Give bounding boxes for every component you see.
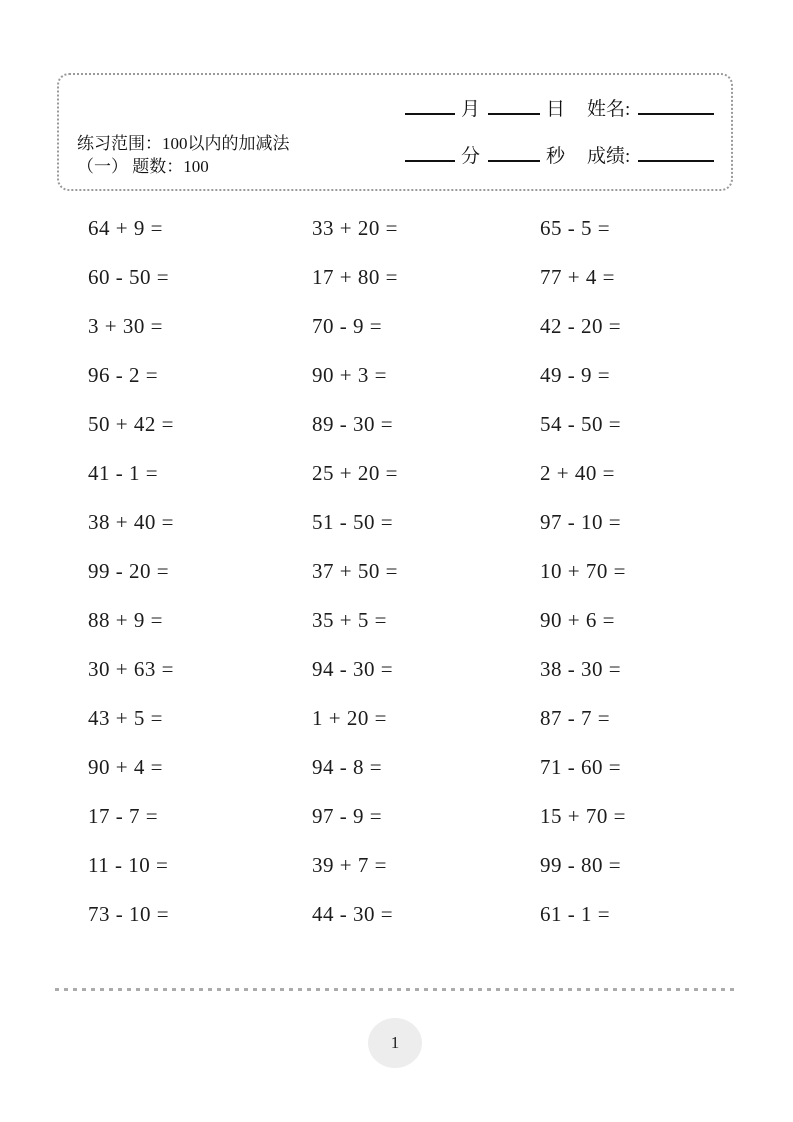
math-problem: 37 + 50 = xyxy=(312,559,398,583)
math-problem: 54 - 50 = xyxy=(540,412,622,436)
math-problem: 94 - 8 = xyxy=(312,755,383,779)
second-label: 秒 xyxy=(546,146,566,167)
problem-row xyxy=(0,547,793,596)
math-problem: 2 + 40 = xyxy=(540,461,615,485)
math-problem: 1 + 20 = xyxy=(312,706,387,730)
math-problem: 39 + 7 = xyxy=(312,853,387,877)
name-label: 姓名: xyxy=(587,99,631,120)
math-problem: 88 + 9 = xyxy=(88,608,163,632)
score-label: 成绩: xyxy=(587,146,631,167)
math-problem: 97 - 9 = xyxy=(312,804,383,828)
math-problem: 65 - 5 = xyxy=(540,216,611,240)
math-problem: 43 + 5 = xyxy=(88,706,163,730)
math-problem: 90 + 4 = xyxy=(88,755,163,779)
math-problem: 90 + 6 = xyxy=(540,608,615,632)
math-problem: 97 - 10 = xyxy=(540,510,622,534)
math-problem: 71 - 60 = xyxy=(540,755,622,779)
math-problem: 61 - 1 = xyxy=(540,902,611,926)
math-problem: 77 + 4 = xyxy=(540,265,615,289)
problem-row xyxy=(0,890,793,939)
math-problem: 35 + 5 = xyxy=(312,608,387,632)
header-box xyxy=(57,73,733,191)
problem-row xyxy=(0,694,793,743)
math-problem: 41 - 1 = xyxy=(88,461,159,485)
math-problem: 11 - 10 = xyxy=(88,853,169,877)
problem-row xyxy=(0,204,793,253)
math-problem: 99 - 20 = xyxy=(88,559,170,583)
time-score-row xyxy=(405,146,714,168)
score-blank xyxy=(638,159,714,162)
math-problem: 60 - 50 = xyxy=(88,265,170,289)
month-label: 月 xyxy=(461,99,481,120)
problem-row xyxy=(0,498,793,547)
math-problem: 89 - 30 = xyxy=(312,412,394,436)
problem-row xyxy=(0,302,793,351)
day-label: 日 xyxy=(546,99,566,120)
footer-divider xyxy=(55,988,739,991)
problem-row xyxy=(0,645,793,694)
problem-row xyxy=(0,841,793,890)
math-problem: 73 - 10 = xyxy=(88,902,170,926)
problem-row xyxy=(0,400,793,449)
math-problem: 50 + 42 = xyxy=(88,412,174,436)
date-name-row xyxy=(405,99,714,121)
math-problem: 3 + 30 = xyxy=(88,314,163,338)
math-problem: 17 + 80 = xyxy=(312,265,398,289)
problems-grid xyxy=(0,204,793,939)
math-problem: 70 - 9 = xyxy=(312,314,383,338)
math-problem: 17 - 7 = xyxy=(88,804,159,828)
math-problem: 33 + 20 = xyxy=(312,216,398,240)
second-blank xyxy=(488,159,540,162)
problem-row xyxy=(0,596,793,645)
minute-label: 分 xyxy=(461,146,481,167)
math-problem: 99 - 80 = xyxy=(540,853,622,877)
math-problem: 94 - 30 = xyxy=(312,657,394,681)
math-problem: 15 + 70 = xyxy=(540,804,626,828)
math-problem: 49 - 9 = xyxy=(540,363,611,387)
practice-range-line2: （一） 题数：100 xyxy=(77,157,209,176)
minute-blank xyxy=(405,159,455,162)
problem-row xyxy=(0,792,793,841)
math-problem: 44 - 30 = xyxy=(312,902,394,926)
math-problem: 51 - 50 = xyxy=(312,510,394,534)
name-blank xyxy=(638,112,714,115)
practice-info xyxy=(77,132,290,178)
math-problem: 38 + 40 = xyxy=(88,510,174,534)
problem-row xyxy=(0,253,793,302)
practice-range-line1: 练习范围：100以内的加减法 xyxy=(77,134,290,153)
page-number-badge xyxy=(368,1018,422,1068)
problem-row xyxy=(0,449,793,498)
math-problem: 64 + 9 = xyxy=(88,216,163,240)
day-blank xyxy=(488,112,540,115)
math-problem: 96 - 2 = xyxy=(88,363,159,387)
math-problem: 10 + 70 = xyxy=(540,559,626,583)
problem-row xyxy=(0,743,793,792)
math-problem: 42 - 20 = xyxy=(540,314,622,338)
page-number: 1 xyxy=(390,1033,400,1052)
math-problem: 90 + 3 = xyxy=(312,363,387,387)
math-problem: 25 + 20 = xyxy=(312,461,398,485)
math-problem: 87 - 7 = xyxy=(540,706,611,730)
problem-row xyxy=(0,351,793,400)
month-blank xyxy=(405,112,455,115)
math-problem: 30 + 63 = xyxy=(88,657,174,681)
math-problem: 38 - 30 = xyxy=(540,657,622,681)
